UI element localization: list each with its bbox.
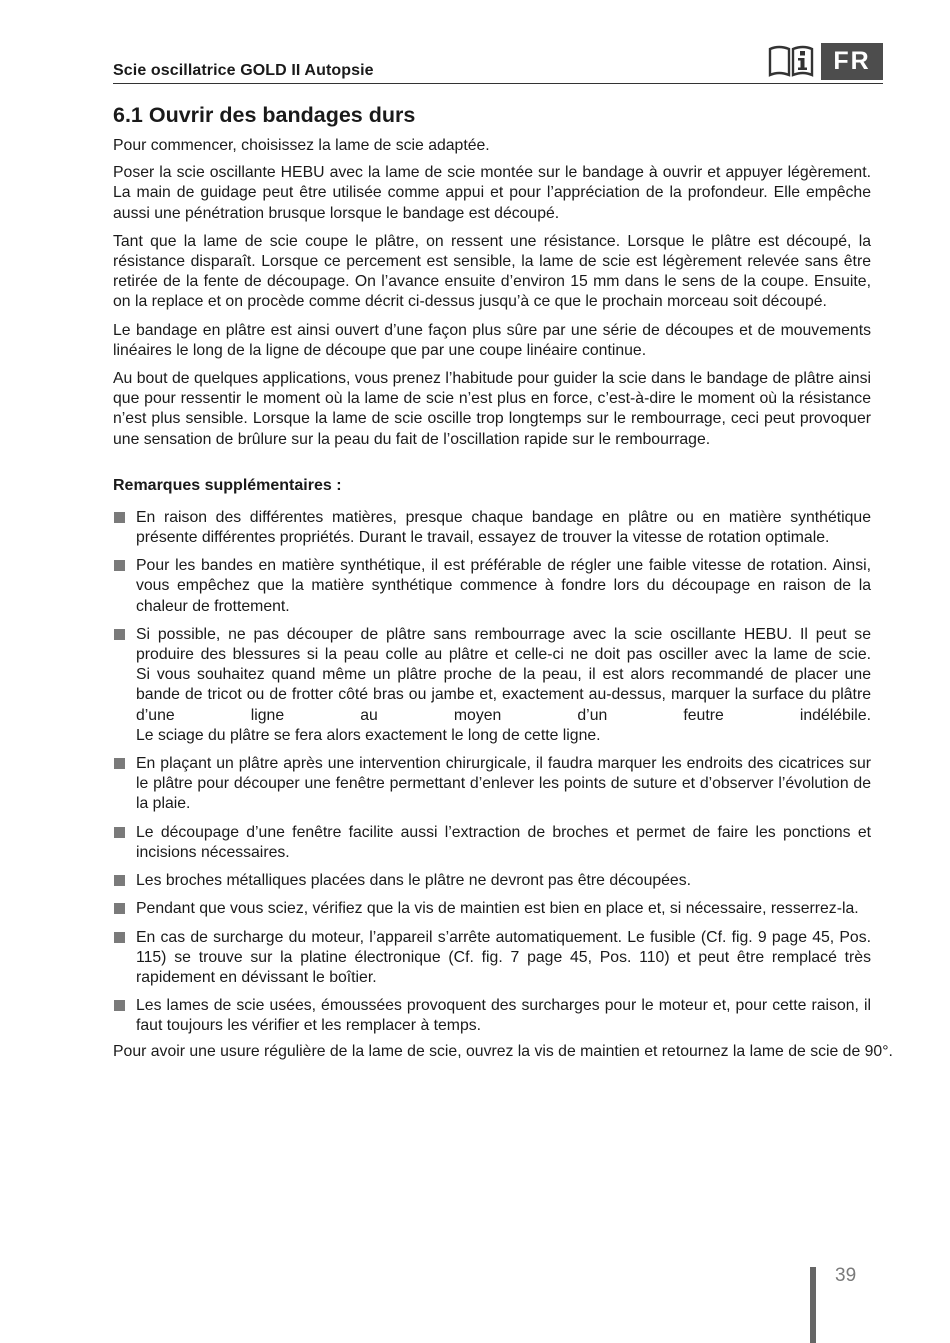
list-item bbox=[113, 823, 871, 863]
list-item-text: Les broches métalliques placées dans le plâtre ne devront pas être découpées. bbox=[136, 872, 691, 890]
book-info-icon bbox=[767, 43, 815, 79]
closing-paragraph: Pour avoir une usure régulière de la lame de scie, ouvrez la vis de maintien et retournez la lame de scie de 90°. bbox=[113, 1042, 893, 1060]
remarks-heading: Remarques supplémentaires : bbox=[113, 476, 342, 494]
list-item bbox=[113, 871, 871, 891]
list-item-text: Le sciage du plâtre se fera alors exactement le long de cette ligne. bbox=[136, 726, 601, 744]
list-item-text: Le découpage d’une fenêtre facilite aussi l’extraction de broches et permet de faire les ponctions et incisions nécessaires. bbox=[136, 823, 871, 861]
paragraph: Tant que la lame de scie coupe le plâtre, on ressent une résistance. Lorsque le plâtre est découpé, la résistance disparaît. Lorsque ce percement est sensible, la lame de scie est légèrement relevée sans être retirée de la fente de découpage. On l’avance ensuite d’environ 15 mm dans le sens de la coupe. Ensuite, on la replace et on procède comme décrit ci-dessus jusqu’à ce que le prochain morceau soit découpé. bbox=[113, 232, 871, 311]
list-item-text: En cas de surcharge du moteur, l’appareil s’arrête automatiquement. Le fusible (Cf. fig. 9 page 45, Pos. 115) se trouve sur la platine électronique (Cf. fig. 7 page 45, Pos. 110) et peut être remplacé très rapidement en dévissant le boîtier. bbox=[136, 928, 871, 986]
document-title: Scie oscillatrice GOLD II Autopsie bbox=[113, 62, 374, 79]
list-item-text: Si possible, ne pas découper de plâtre sans rembourrage avec la scie oscillante HEBU. Il peut se produire des blessures si la peau colle au plâtre et celle-ci ne doit pas osciller avec la lame de scie. bbox=[136, 625, 871, 664]
square-bullet-icon bbox=[114, 629, 125, 640]
list-item bbox=[113, 508, 871, 548]
paragraph: Pour commencer, choisissez la lame de scie adaptée. bbox=[113, 137, 490, 154]
square-bullet-icon bbox=[114, 512, 125, 523]
list-item-text: En raison des différentes matières, presque chaque bandage en plâtre ou en matière synthétique présente différentes propriétés. Durant le travail, essayez de trouver la vitesse de rotation optimale. bbox=[136, 508, 871, 547]
page-number: 39 bbox=[835, 1265, 857, 1286]
main-content bbox=[113, 100, 893, 1070]
language-badge: FR bbox=[821, 43, 883, 80]
header-divider bbox=[113, 83, 883, 84]
square-bullet-icon bbox=[114, 560, 125, 571]
list-item-text: En plaçant un plâtre après une intervention chirurgicale, il faudra marquer les endroits des cicatrices sur le plâtre pour découper une fenêtre permettant d’enlever les points de suture et d’observer l’évolution de la plaie. bbox=[136, 755, 871, 813]
square-bullet-icon bbox=[114, 875, 125, 886]
square-bullet-icon bbox=[114, 1000, 125, 1011]
paragraph: Au bout de quelques applications, vous prenez l’habitude pour guider la scie dans le bandage de plâtre ainsi que pour ressentir le moment où la lame de scie n’est plus en force, c’est-à-dire le moment où la résistance n’est plus sensible. Lorsque la lame de scie oscille trop longtemps sur le rembourrage, ceci peut provoquer une sensation de brûlure sur la peau du fait de l’oscillation rapide sur le rembourrage. bbox=[113, 370, 871, 448]
remarks-list bbox=[113, 508, 871, 1037]
square-bullet-icon bbox=[114, 932, 125, 943]
list-item-text: Les lames de scie usées, émoussées provoquent des surcharges pour le moteur et, pour cette raison, il faut toujours les vérifier et les remplacer à temps. bbox=[136, 997, 871, 1035]
section-heading: 6.1 Ouvrir des bandages durs bbox=[113, 103, 416, 127]
square-bullet-icon bbox=[114, 903, 125, 914]
list-item bbox=[113, 899, 871, 919]
list-item-text: Pour les bandes en matière synthétique, il est préférable de régler une faible vitesse de rotation. Ainsi, vous empêchez que la matière synthétique commence à fondre lors du découpage en raison de la chaleur de frottement. bbox=[136, 557, 871, 615]
page-edge-bar bbox=[810, 1267, 816, 1343]
list-item bbox=[113, 996, 871, 1036]
list-item-text: Pendant que vous sciez, vérifiez que la vis de maintien est bien en place et, si nécessaire, resserrez-la. bbox=[136, 900, 859, 918]
paragraph: Poser la scie oscillante HEBU avec la lame de scie montée sur le bandage à ouvrir et appuyer légèrement. La main de guidage peut être utilisée comme appui et pour l’appréciation de la profondeur. Elle empêche aussi une pénétration brusque lorsque le bandage est découpé. bbox=[113, 164, 871, 222]
list-item bbox=[113, 556, 871, 617]
list-item bbox=[113, 928, 871, 989]
list-item-text: Si vous souhaitez quand même un plâtre proche de la peau, il est alors recommandé de placer une bande de tricot ou de frotter côté bras ou jambe et, exactement au-dessus, marquer la surface du plâtre d’une ligne au moyen d’un feutre indélébile. bbox=[136, 666, 871, 724]
list-item bbox=[113, 754, 871, 815]
square-bullet-icon bbox=[114, 758, 125, 769]
square-bullet-icon bbox=[114, 827, 125, 838]
list-item bbox=[113, 625, 871, 746]
paragraph: Le bandage en plâtre est ainsi ouvert d’une façon plus sûre par une série de découpes et de mouvements linéaires le long de la ligne de découpe que par une coupe linéaire continue. bbox=[113, 321, 871, 359]
